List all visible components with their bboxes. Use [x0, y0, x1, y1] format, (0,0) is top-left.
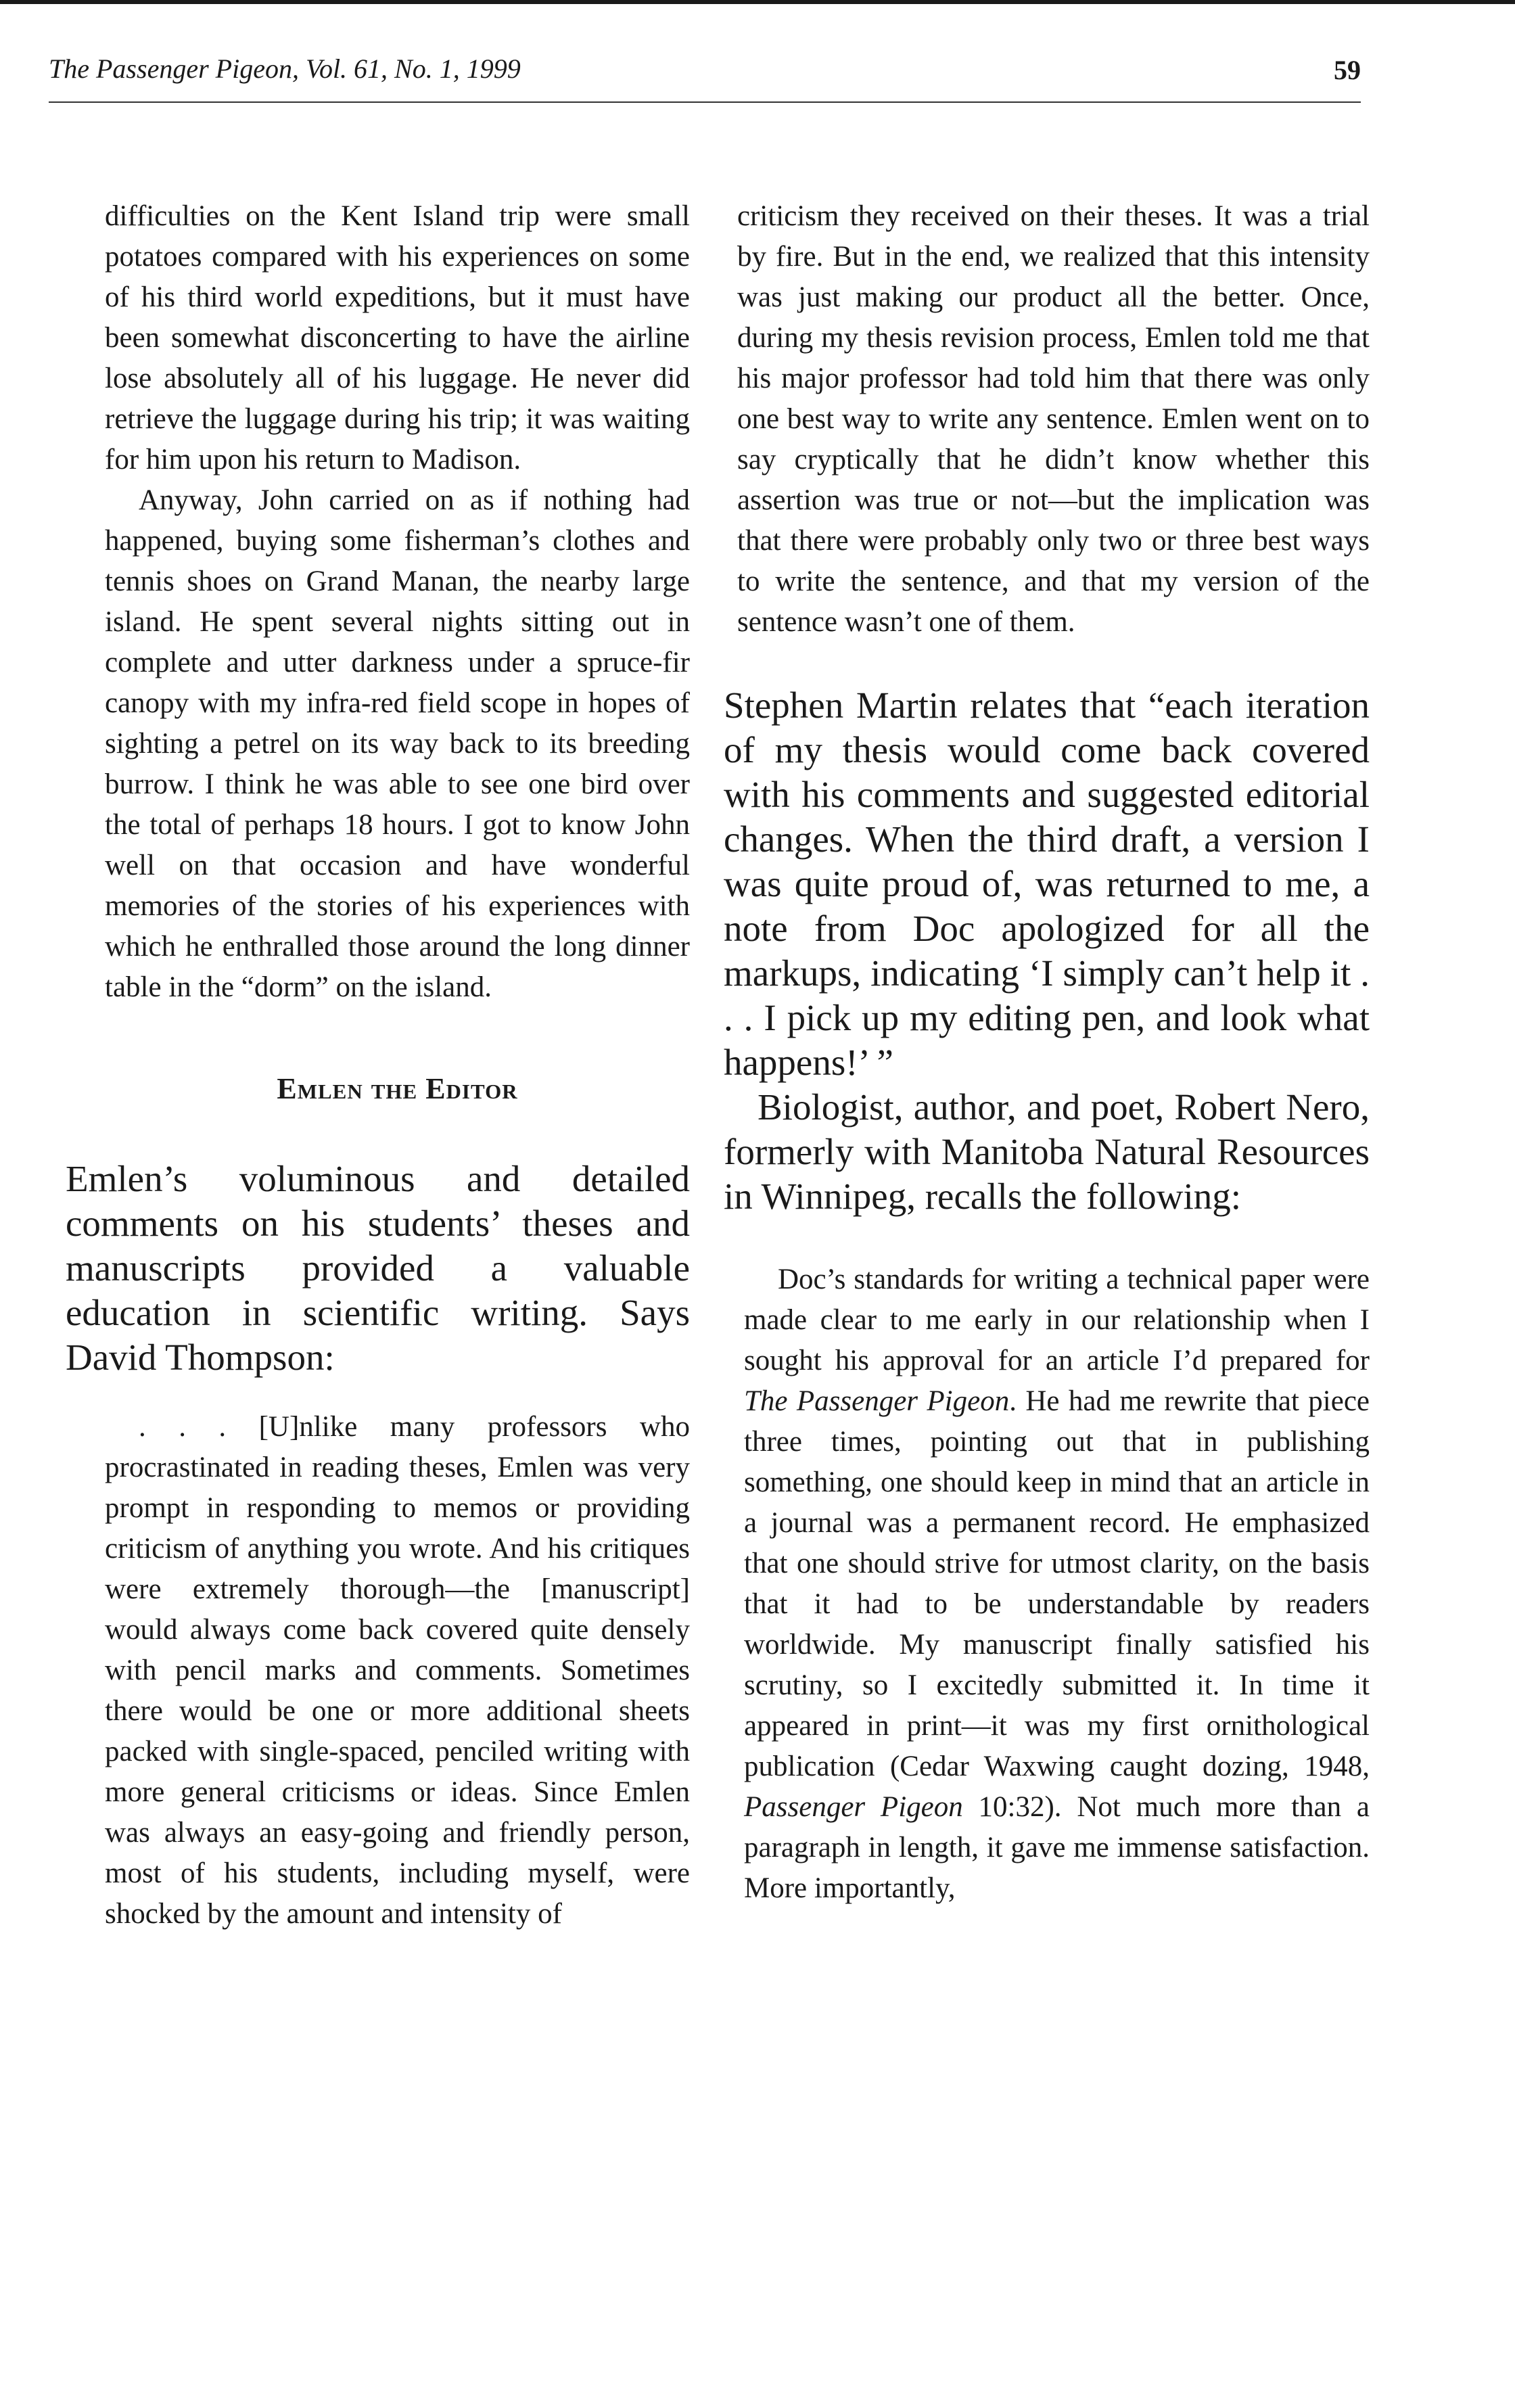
paragraph-martin: Stephen Martin relates that “each iteration of my thesis would come back covered with his comments and suggested editorial changes. When the third draft, a version I was quite proud of, was returned to me, a note from Doc apologized for all the markups, indicating ‘I simply can’t help it . . . I pick up my editing pen, and look what happens!’ ”	[724, 685, 1370, 1083]
nero-quote-part-b: . He had me rewrite that piece three times, pointing out that in publishing something, one should keep in mind that an article in a journal was a permanent record. He emphasized that one should strive for utmost clarity, on the basis that it had to be understandable by readers worldwide. My manuscript finally satisfied his scrutiny, so I excitedly submitted it. In time it appeared in print—it was my first ornithological publication (Cedar Waxwing caught dozing, 1948,	[744, 1385, 1370, 1782]
block-quote-thompson: . . . [U]nlike many professors who procrastinated in reading theses, Emlen was very prompt in responding to memos or providing criticism of anything you wrote. And his critiques were extremely thorough—the [manuscript] would always come back covered quite densely with pencil marks and comments. Sometimes there would be one or more additional sheets packed with single-spaced, penciled writing with more general criticisms or ideas. Since Emlen was always an easy-going and friendly person, most of his students, including myself, were shocked by the amount and intensity of	[105, 1411, 690, 1930]
right-column	[724, 196, 1370, 1909]
paragraph-anyway: Anyway, John carried on as if nothing had happened, buying some fisherman’s clothes and tennis shoes on Grand Manan, the nearby large island. He spent several nights sitting out in complete and utter darkness under a spruce-fir canopy with my infra-red field scope in hopes of sighting a petrel on its way back to its breeding burrow. I think he was able to see one bird over the total of perhaps 18 hours. I got to know John well on that occasion and have wonderful memories of the stories of his experiences with which he enthralled those around the long dinner table in the “dorm” on the island.	[105, 484, 690, 1003]
paragraph-kent-island: difficulties on the Kent Island trip were small potatoes compared with his experiences on some of his third world expeditions, but it must have been somewhat disconcerting to have the airline lose absolutely all of his luggage. He never did retrieve the luggage during his trip; it was waiting for him upon his return to Madison.	[105, 200, 690, 476]
block-quote-nero	[737, 1259, 1370, 1909]
nero-quote-part-a: Doc’s standards for writing a technical paper were made clear to me early in our relationship when I sought his approval for an article I’d prepared for	[744, 1264, 1370, 1376]
paragraph-emlen-comments: Emlen’s voluminous and detailed comments on his students’ theses and manuscripts provided a valuable education in scientific writing. Says David Thompson:	[66, 1158, 690, 1378]
block-quote-thompson-continued: criticism they received on their theses. It was a trial by fire. But in the end, we realized that this intensity was just making our product all the better. Once, during my thesis revision process, Emlen told me that his major professor had told him that there was only one best way to write any sentence. Emlen went on to say cryptically that he didn’t know whether this assertion was true or not—but the implication was that there were probably only two or three best ways to write the sentence, and that my version of the sentence wasn’t one of them.	[737, 200, 1370, 638]
section-heading: Emlen the Editor	[277, 1072, 518, 1105]
paragraph-nero-intro: Biologist, author, and poet, Robert Nero, formerly with Manitoba Natural Resources in Winnipeg, recalls the following:	[724, 1086, 1370, 1217]
nero-quote-citation: Passenger Pigeon	[744, 1791, 963, 1823]
page-number: 59	[1334, 55, 1361, 85]
journal-title: The Passenger Pigeon, Vol. 61, No. 1, 1999	[49, 53, 521, 84]
left-column	[66, 196, 690, 1935]
nero-quote-journal: The Passenger Pigeon	[744, 1385, 1010, 1417]
top-rule	[0, 0, 1515, 4]
nero-quote-part-c: 10:32). Not much more than a paragraph in length, it gave me immense satisfaction. More importantly,	[744, 1791, 1370, 1904]
running-header	[49, 47, 1361, 103]
